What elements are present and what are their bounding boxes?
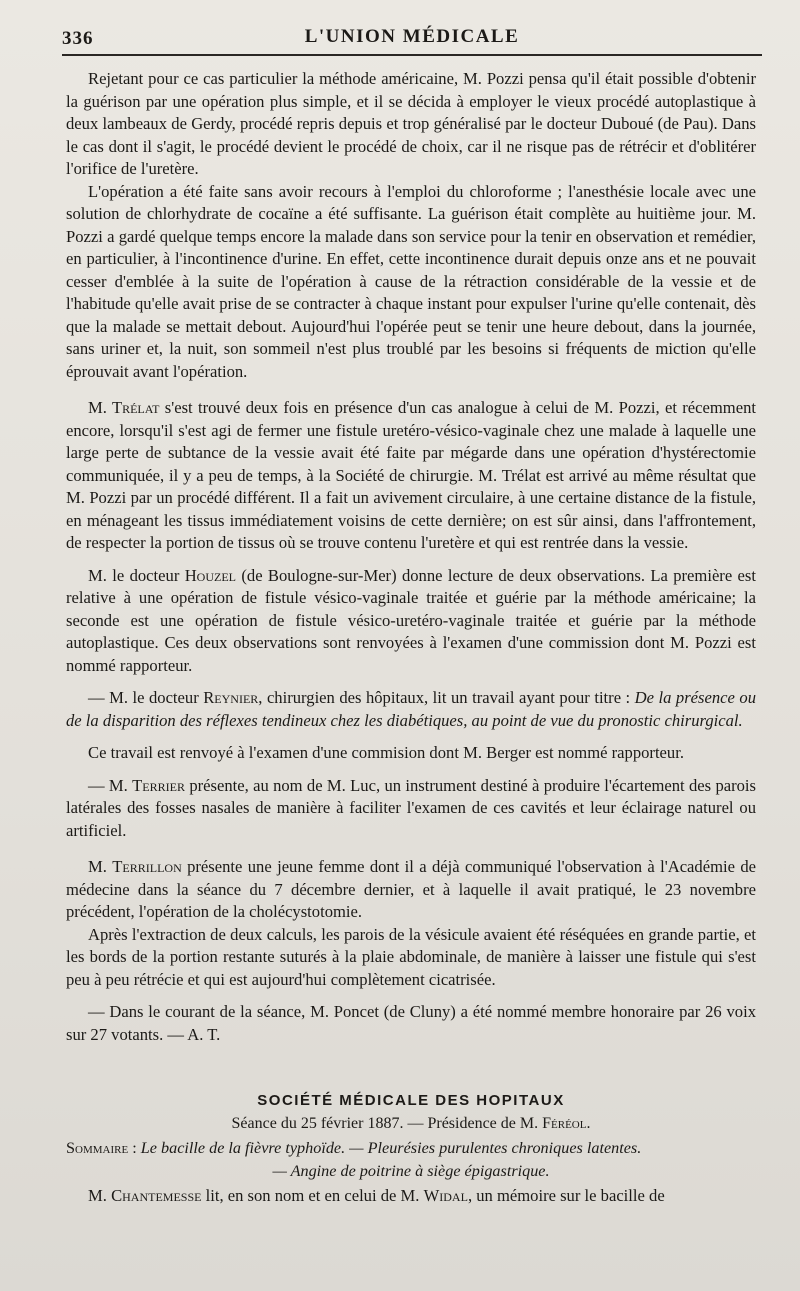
paragraph-pozzi-method: Rejetant pour ce cas particulier la méthode américaine, M. Pozzi pensa qu'il était possible d'obtenir la guérison par une opération plus simple, et il se décida à employer le vieux procédé autoplastique à deux lambeaux de Gerdy, procédé repris depuis et trop généralisé par le docteur Duboué (de Pau). Dans le cas dont il s'agit, le procédé devient le procédé de choix, car il ne risque pas de rétrécir et d'oblitérer l'orifice de l'uretère. <box>66 69 756 178</box>
running-head <box>62 24 762 56</box>
name-reynier: Reynier <box>203 688 259 707</box>
paragraph-operation: L'opération a été faite sans avoir recours à l'emploi du chloroforme ; l'anesthésie locale avec une solution de chlorhydrate de cocaïne a été suffisante. La guérison était complète au huitième jour. M. Pozzi a gardé quelque temps encore la malade dans son service pour la tenir en observation et remédier, en particulier, à l'incontinence d'urine. En effet, cette incontinence durait depuis onze ans et ne pouvait cesser d'emblée à la suite de l'opération à cause de la rétraction considérable de la vessie et de l'habitude qu'elle avait prise de se contracter à chaque instant pour expulser l'urine qu'elle contenait, dès que la malade se mettait debout. Aujourd'hui l'opérée peut se tenir une heure debout, dans la journée, sans uriner et, la nuit, son sommeil n'est plus troublé par les besoins si fréquents de miction qu'elle éprouvait avant l'opération. <box>66 181 756 381</box>
paragraph-poncet: — Dans le courant de la séance, M. Poncet (de Cluny) a été nommé membre honoraire par 26 voix sur 27 votants. — A. T. <box>66 1002 756 1044</box>
section-societe-medicale <box>66 1092 756 1183</box>
name-widal: Widal <box>423 1186 468 1205</box>
name-chantemesse: Chantemesse <box>111 1186 202 1205</box>
summary-label: Sommaire <box>66 1139 129 1157</box>
paragraph-extraction: Après l'extraction de deux calculs, les parois de la vésicule avaient été réséquées en grande partie, et les bords de la portion restante suturés à la plaie abdominale, de manière à laisser une fistule qui s'est peu à peu rétrécie et qui est aujourd'hui complètement cicatrisée. <box>66 924 756 989</box>
name-fereol: Féréol <box>542 1115 587 1132</box>
paragraph-chantemesse: M. Chantemesse lit, en son nom et en celui de M. Widal, un mémoire sur le bacille de <box>88 1186 665 1205</box>
name-houzel: Houzel <box>184 565 237 585</box>
reynier-work-title: De la présence ou de la disparition des réflexes tendineux chez les diabétiques, au point de vue du pronostic chirurgical. <box>66 688 756 730</box>
paragraph-trelat: M. Trélat s'est trouvé deux fois en présence d'un cas analogue à celui de M. Pozzi, et récemment encore, lorsqu'il s'est agi de fermer une fistule uretéro-vésico-vaginale chez une malade à laquelle une large perte de subtance de la vessie avait été faite par mégarde dans une opération d'hystérectomie communiquée, il y a peu de temps, à la Société de chirurgie. M. Trélat est arrivé au même résultat que M. Pozzi par un procédé différent. Il a fait un avivement circulaire, à une certaine distance de la fistule, en ménageant les tissus immédiatement voisins de cette dernière; on est sûr ainsi, dans l'affrontement, de respecter la portion de tissus où se trouve contenu l'uretère et qui est rentrée dans la vessie. <box>66 398 756 552</box>
paragraph-commission: Ce travail est renvoyé à l'examen d'une commision dont M. Berger est nommé rapporteur. <box>88 743 684 762</box>
article-body <box>66 68 756 1046</box>
name-terrillon: Terrillon <box>112 857 182 876</box>
summary-line-1: Sommaire : Le bacille de la fièvre typhoïde. — Pleurésies purulentes chroniques latentes. <box>66 1139 642 1157</box>
summary-line-2: — Angine de poitrine à siège épigastrique. <box>272 1162 550 1180</box>
name-trelat: M. Trélat <box>88 398 160 417</box>
paragraph-houzel: M. le docteur Houzel (de Boulogne-sur-Mer) donne lecture de deux observations. La première est relative à une opération de fistule vésico-vaginale traitée et guérie par la méthode américaine; la seconde est une opération de fistule vésico-uretéro-vaginale traitée et guérie par la méthode autoplastique. Ces deux observations sont renvoyées à l'examen d'une commission dont M. Pozzi est nommé rapporteur. <box>66 565 756 675</box>
summary <box>66 1137 756 1183</box>
journal-title: L'UNION MÉDICALE <box>304 26 520 47</box>
paragraph-terrier: — M. Terrier présente, au nom de M. Luc, un instrument destiné à produire l'écartement des parois latérales des fosses nasales de manière à faciliter l'examen de ces cavités et leur éclairage naturel ou artificiel. <box>66 775 756 840</box>
section-title: SOCIÉTÉ MÉDICALE DES HOPITAUX <box>257 1092 565 1109</box>
name-terrier: Terrier <box>132 775 185 795</box>
paragraph-reynier: — M. le docteur Reynier, chirurgien des hôpitaux, lit un travail ayant pour titre : De la présence ou de la disparition des réflexes tendineux chez les diabétiques, au point de vue du pronostic chirurgical. <box>66 688 756 730</box>
paragraph-terrillon: M. Terrillon présente une jeune femme dont il a déjà communiqué l'observation à l'Académie de médecine dans la séance du 7 décembre dernier, et à laquelle il avait pratiqué, le 23 novembre précédent, l'opération de la cholécystotomie. <box>66 857 756 921</box>
page-number: 336 <box>62 28 94 49</box>
session-line: Séance du 25 février 1887. — Présidence de M. Féréol. <box>231 1115 591 1132</box>
